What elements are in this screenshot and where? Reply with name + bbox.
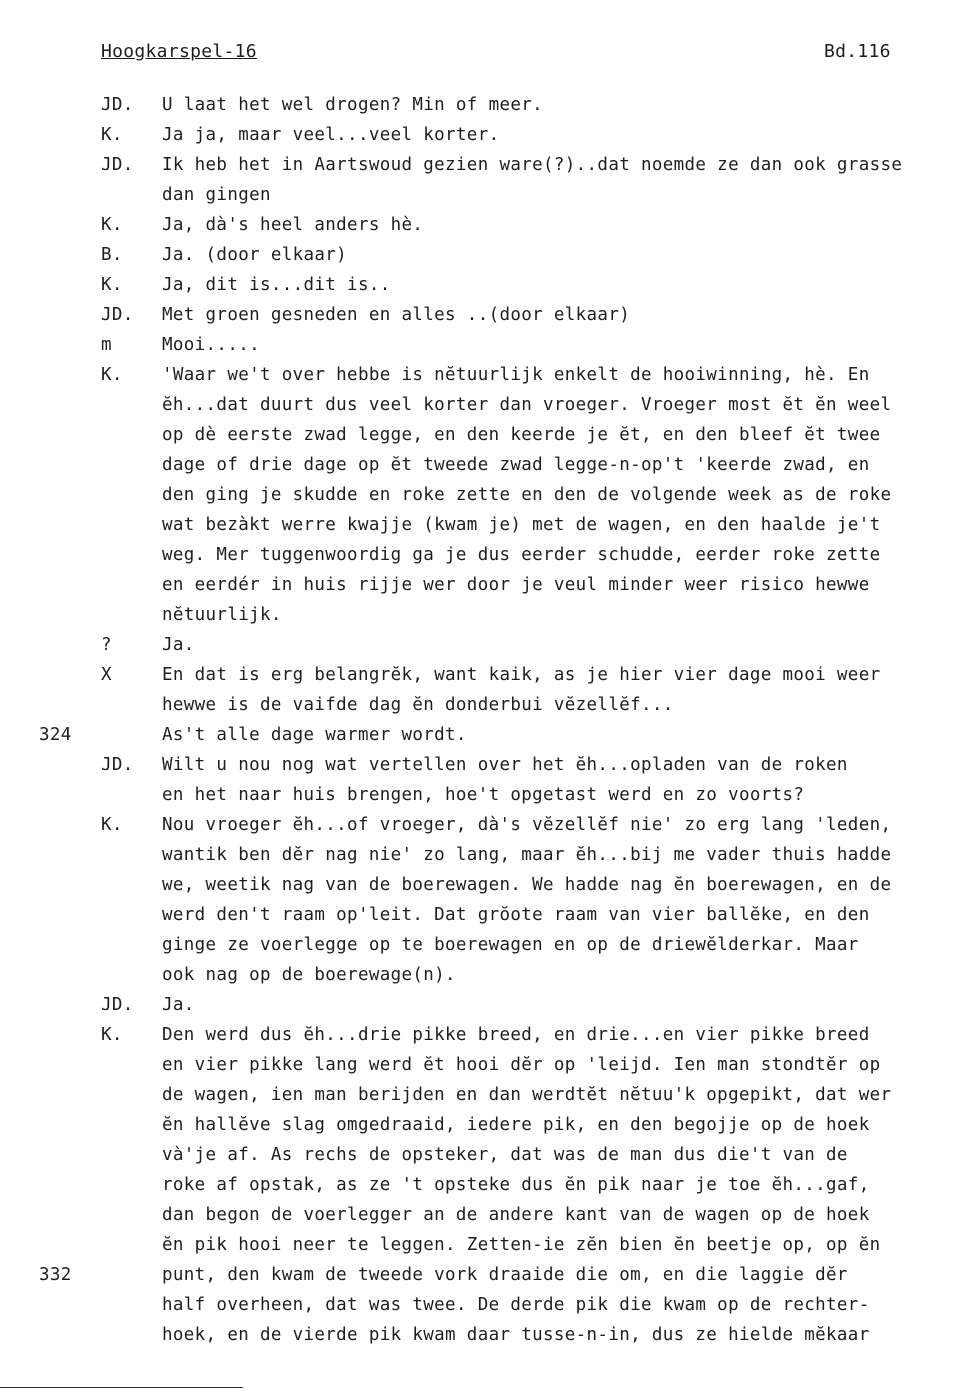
utterance-text: Ja ja, maar veel...veel korter.: [162, 125, 500, 145]
transcript-entry: [0, 750, 979, 810]
utterance-text: en vier pikke lang werd ĕt hooi dĕr op 'leijd. Ien man stondtĕr op: [162, 1055, 881, 1075]
transcript-line: [0, 1320, 979, 1350]
transcript-line: [0, 240, 979, 270]
utterance-text: As't alle dage warmer wordt.: [162, 725, 467, 745]
speaker-label: JD.: [101, 995, 134, 1015]
transcript-line: [0, 1080, 979, 1110]
transcript-entry: [0, 630, 979, 660]
utterance-text: dan begon de voerlegger an de andere kant van de wagen op de hoek: [162, 1205, 870, 1225]
utterance-text: den ging je skudde en roke zette en den de volgende week as de roke: [162, 485, 892, 505]
utterance-text: Ja, dà's heel anders hè.: [162, 215, 424, 235]
utterance-text: Ja.: [162, 635, 195, 655]
utterance-text: En dat is erg belangrĕk, want kaik, as je hier vier dage mooi weer: [162, 665, 881, 685]
utterance-text: Ik heb het in Aartswoud gezien ware(?)..dat noemde ze dan ook grasse: [162, 155, 903, 175]
utterance-text: roke af opstak, as ze 't opsteke dus ĕn pik naar je toe ĕh...gaf,: [162, 1175, 870, 1195]
transcript-body: [0, 90, 979, 1350]
page-reference: Bd.116: [824, 41, 891, 62]
utterance-text: op dè eerste zwad legge, en den keerde je ĕt, en den bleef ĕt twee: [162, 425, 881, 445]
transcript-line: [0, 660, 979, 690]
transcript-line: [0, 780, 979, 810]
transcript-line: [0, 1140, 979, 1170]
transcript-line: [0, 690, 979, 720]
utterance-text: ook nag op de boerewage(n).: [162, 965, 456, 985]
transcript-line: [0, 900, 979, 930]
margin-line-number: 324: [39, 725, 72, 745]
transcript-line: [0, 1200, 979, 1230]
transcript-entry: [0, 810, 979, 990]
utterance-text: wat bezàkt werre kwajje (kwam je) met de wagen, en den haalde je't: [162, 515, 881, 535]
transcript-line: [0, 510, 979, 540]
transcript-line: [0, 180, 979, 210]
transcript-entry: [0, 210, 979, 240]
margin-line-number: 332: [39, 1265, 72, 1285]
speaker-label: JD.: [101, 755, 134, 775]
transcript-line: [0, 1290, 979, 1320]
utterance-text: và'je af. As rechs de opsteker, dat was de man dus die't van de: [162, 1145, 848, 1165]
speaker-label: K.: [101, 815, 123, 835]
transcript-entry: [0, 90, 979, 120]
transcript-entry: [0, 660, 979, 720]
transcript-line: [0, 420, 979, 450]
utterance-text: Mooi.....: [162, 335, 260, 355]
speaker-label: K.: [101, 125, 123, 145]
speaker-label: K.: [101, 215, 123, 235]
transcript-line: [0, 840, 979, 870]
speaker-label: K.: [101, 275, 123, 295]
utterance-text: Wilt u nou nog wat vertellen over het ĕh...opladen van de roken: [162, 755, 848, 775]
transcript-line: [0, 1020, 979, 1050]
transcript-line: [0, 1230, 979, 1260]
speaker-label: JD.: [101, 305, 134, 325]
utterance-text: ĕn pik hooi neer te leggen. Zetten-ie zĕn bien ĕn beetje op, op ĕn: [162, 1235, 881, 1255]
transcript-entry: [0, 270, 979, 300]
speaker-label: m: [101, 335, 112, 355]
utterance-text: 'Waar we't over hebbe is nĕtuurlijk enkelt de hooiwinning, hè. En: [162, 365, 870, 385]
utterance-text: hoek, en de vierde pik kwam daar tusse-n-in, dus ze hielde mĕkaar: [162, 1325, 870, 1345]
utterance-text: Ja, dit is...dit is..: [162, 275, 391, 295]
transcript-line: [0, 1050, 979, 1080]
transcript-line: [0, 630, 979, 660]
utterance-text: ĕn hallĕve slag omgedraaid, iedere pik, en den begojje op de hoek: [162, 1115, 870, 1135]
transcript-line: [0, 360, 979, 390]
transcript-line: [0, 90, 979, 120]
utterance-text: U laat het wel drogen? Min of meer.: [162, 95, 544, 115]
transcript-line: [0, 540, 979, 570]
transcript-line: [0, 480, 979, 510]
transcript-line: [0, 120, 979, 150]
footer-rule: [0, 1387, 243, 1388]
transcript-line: [0, 1260, 979, 1290]
utterance-text: hewwe is de vaifde dag ĕn donderbui vĕzellĕf...: [162, 695, 674, 715]
utterance-text: Den werd dus ĕh...drie pikke breed, en drie...en vier pikke breed: [162, 1025, 870, 1045]
transcript-entry: [0, 300, 979, 330]
utterance-text: de wagen, ien man berijden en dan werdtĕt nĕtuu'k opgepikt, dat wer: [162, 1085, 892, 1105]
document-title: Hoogkarspel-16: [101, 41, 257, 62]
transcript-line: [0, 330, 979, 360]
utterance-text: dage of drie dage op ĕt tweede zwad legge-n-op't 'keerde zwad, en: [162, 455, 870, 475]
transcript-line: [0, 1170, 979, 1200]
transcript-entry: [0, 330, 979, 360]
transcript-line: [0, 390, 979, 420]
transcript-line: [0, 150, 979, 180]
transcript-entry: [0, 240, 979, 270]
utterance-text: ĕh...dat duurt dus veel korter dan vroeger. Vroeger most ĕt ĕn weel: [162, 395, 892, 415]
utterance-text: en eerdér in huis rijje wer door je veul minder weer risico hewwe: [162, 575, 870, 595]
speaker-label: JD.: [101, 95, 134, 115]
utterance-text: en het naar huis brengen, hoe't opgetast werd en zo voorts?: [162, 785, 805, 805]
speaker-label: K.: [101, 1025, 123, 1045]
utterance-text: weg. Mer tuggenwoordig ga je dus eerder schudde, eerder roke zette: [162, 545, 881, 565]
transcript-line: [0, 1110, 979, 1140]
utterance-text: ginge ze voerlegge op te boerewagen en op de driewĕlderkar. Maar: [162, 935, 859, 955]
transcript-entry: [0, 720, 979, 750]
utterance-text: nĕtuurlijk.: [162, 605, 282, 625]
transcript-line: [0, 600, 979, 630]
transcript-entry: [0, 360, 979, 630]
transcript-entry: [0, 990, 979, 1020]
speaker-label: JD.: [101, 155, 134, 175]
utterance-text: wantik ben dĕr nag nie' zo lang, maar ĕh...bij me vader thuis hadde: [162, 845, 892, 865]
speaker-label: K.: [101, 365, 123, 385]
transcript-line: [0, 300, 979, 330]
speaker-label: B.: [101, 245, 123, 265]
transcript-line: [0, 990, 979, 1020]
utterance-text: Ja.: [162, 995, 195, 1015]
utterance-text: half overheen, dat was twee. De derde pik die kwam op de rechter-: [162, 1295, 870, 1315]
utterance-text: Met groen gesneden en alles ..(door elkaar): [162, 305, 631, 325]
utterance-text: punt, den kwam de tweede vork draaide die om, en die laggie dĕr: [162, 1265, 848, 1285]
transcript-line: [0, 450, 979, 480]
transcript-line: [0, 930, 979, 960]
utterance-text: dan gingen: [162, 185, 271, 205]
speaker-label: ?: [101, 635, 112, 655]
speaker-label: X: [101, 665, 112, 685]
transcript-line: [0, 210, 979, 240]
transcript-entry: [0, 1020, 979, 1260]
transcript-line: [0, 810, 979, 840]
utterance-text: Nou vroeger ĕh...of vroeger, dà's vĕzellĕf nie' zo erg lang 'leden,: [162, 815, 892, 835]
transcript-line: [0, 570, 979, 600]
transcript-line: [0, 870, 979, 900]
transcript-entry: [0, 150, 979, 210]
transcript-entry: [0, 120, 979, 150]
transcript-line: [0, 270, 979, 300]
utterance-text: we, weetik nag van de boerewagen. We hadde nag ĕn boerewagen, en de: [162, 875, 892, 895]
utterance-text: werd den't raam op'leit. Dat grŏote raam van vier ballĕke, en den: [162, 905, 870, 925]
transcript-line: [0, 750, 979, 780]
transcript-entry: [0, 1260, 979, 1350]
transcript-line: [0, 960, 979, 990]
transcript-line: [0, 720, 979, 750]
utterance-text: Ja. (door elkaar): [162, 245, 348, 265]
